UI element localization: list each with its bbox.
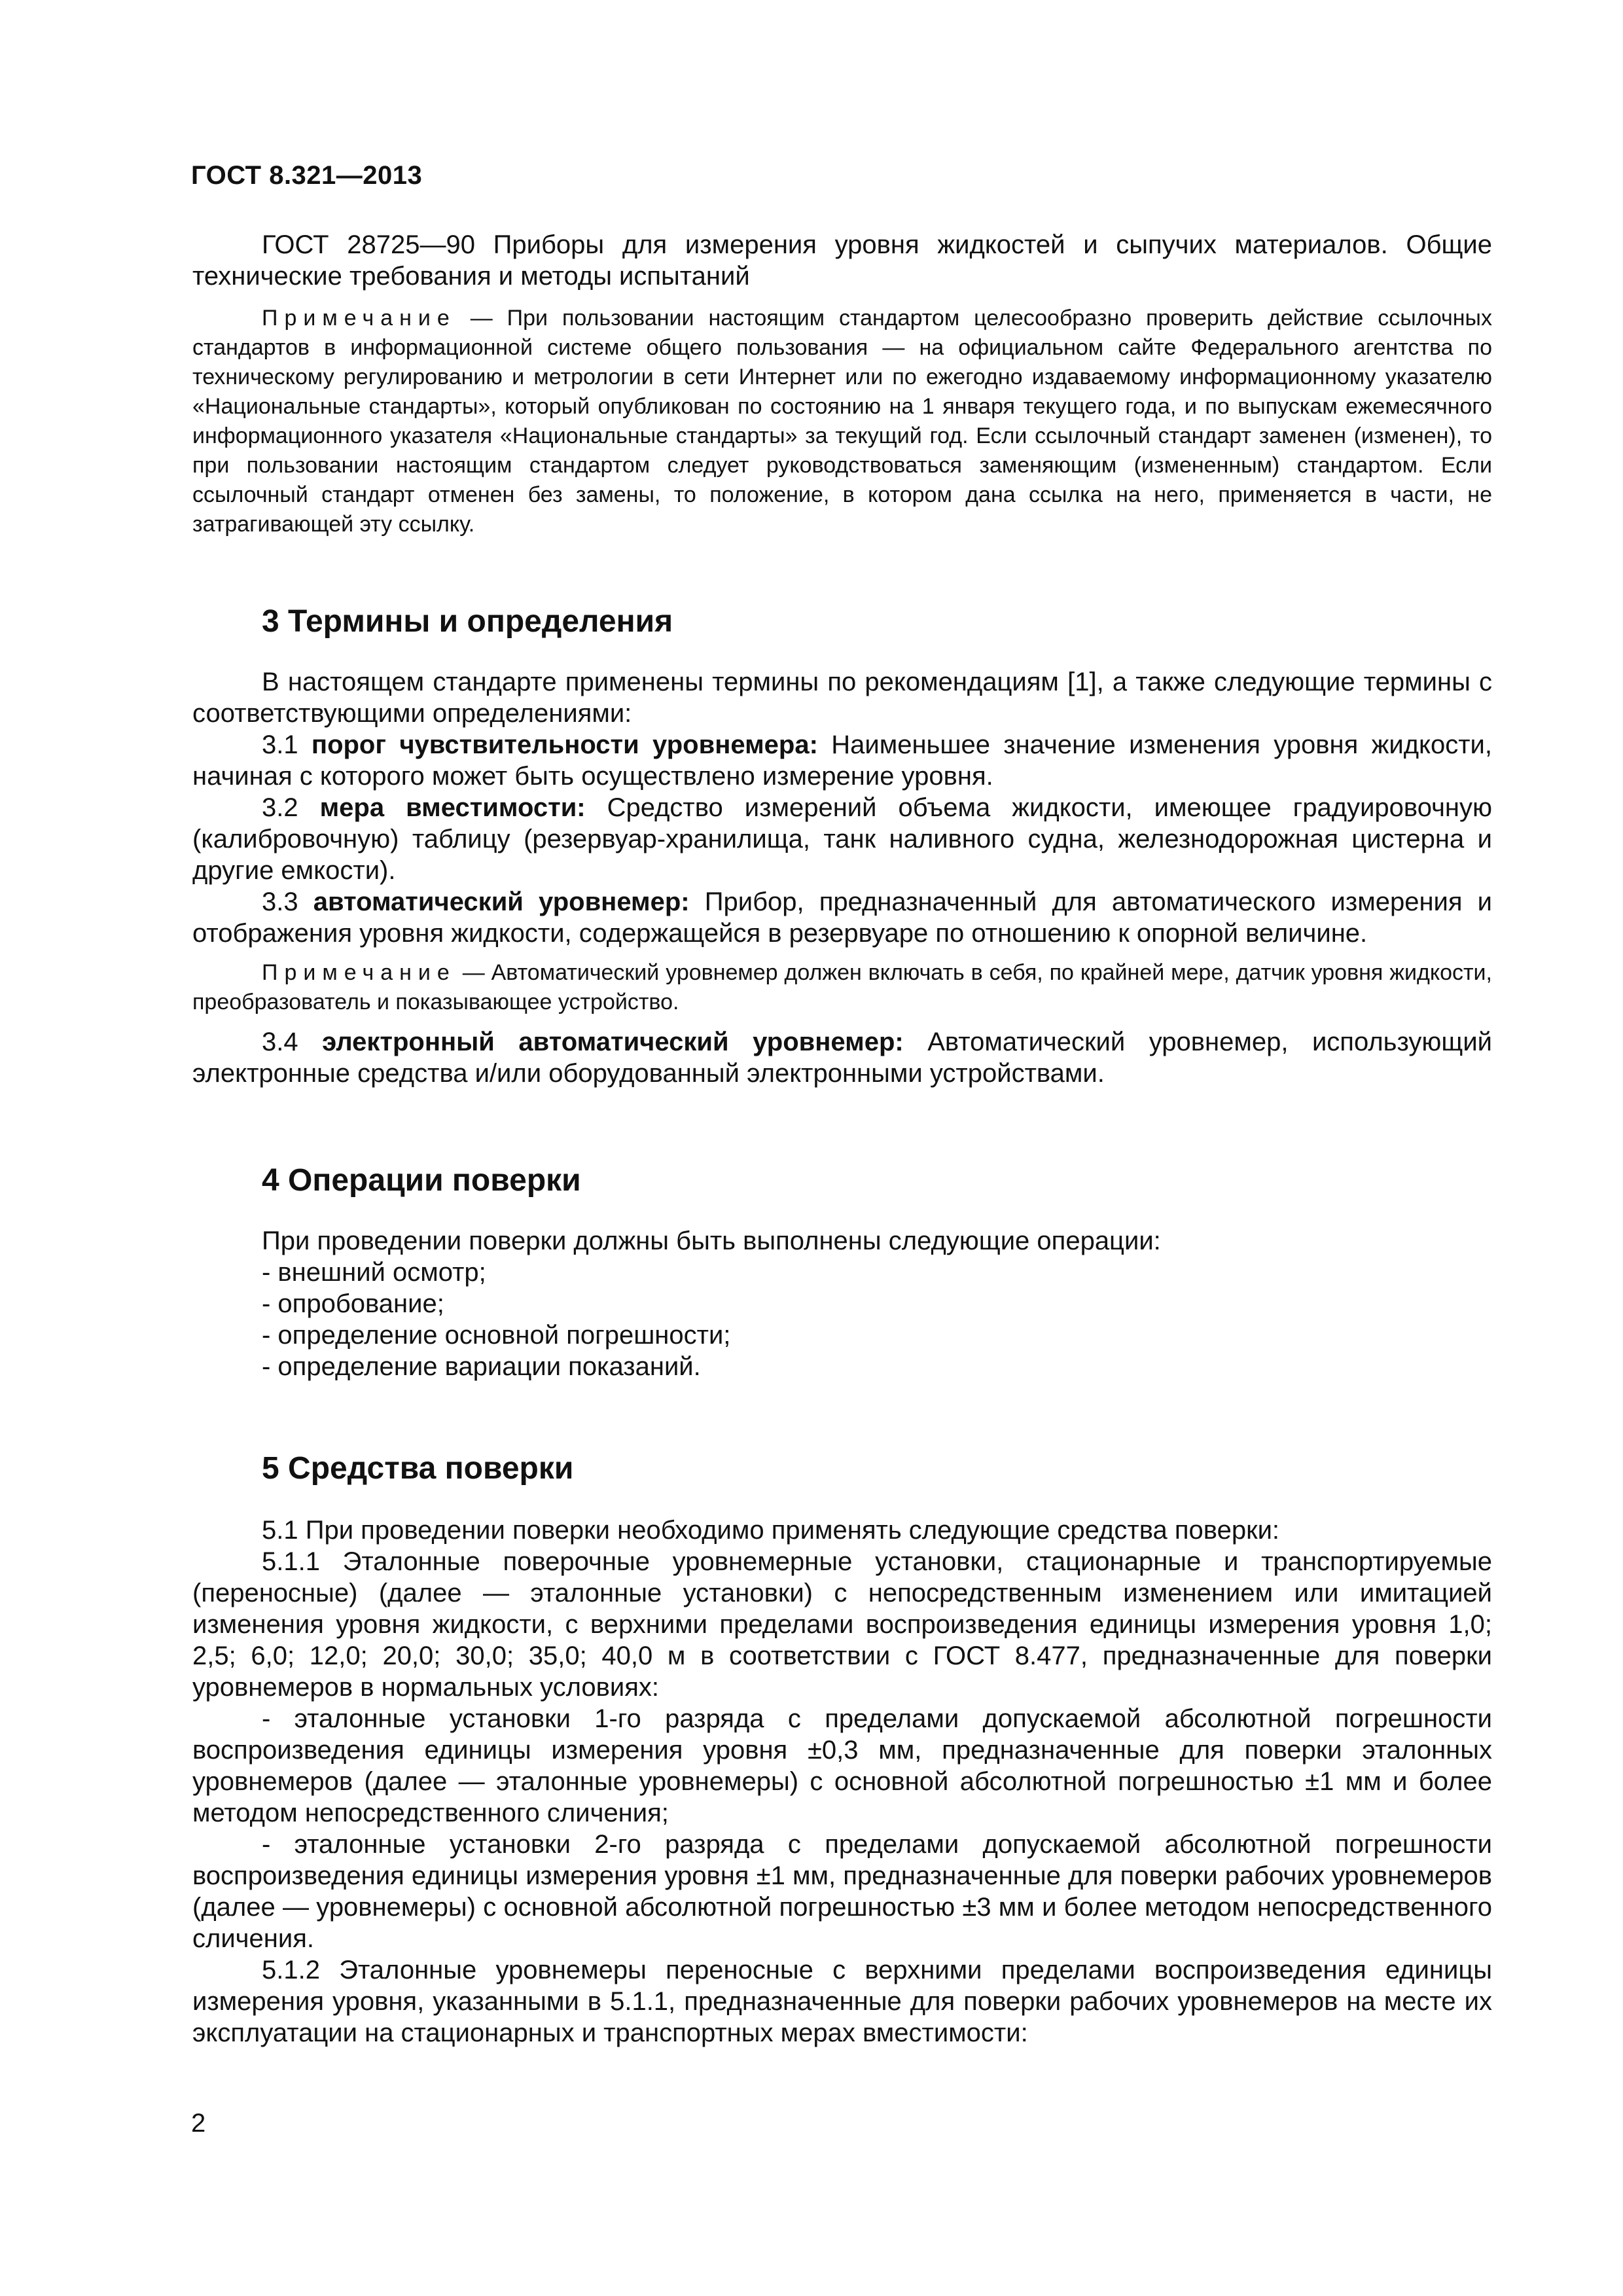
term-number: 3.1 xyxy=(262,730,312,759)
list-item: - внешний осмотр; xyxy=(262,1258,486,1287)
section-5-body xyxy=(192,1515,1492,2049)
references-block xyxy=(192,229,1492,539)
section-3-intro: В настоящем стандарте применены термины по рекомендациям [1], а также следующие термины с соответствующими определениями: xyxy=(192,668,1492,728)
document-header: ГОСТ 8.321—2013 xyxy=(191,161,423,190)
term-name: порог чувствительности уровнемера: xyxy=(311,730,818,759)
list-item: - определение основной погрешности; xyxy=(262,1321,731,1350)
term-name: автоматический уровнемер: xyxy=(313,888,690,916)
term-name: электронный автоматический уровнемер: xyxy=(322,1028,904,1056)
term-definition: Прибор, предназначенный для автоматического измерения и отображения уровня жидкости, содержащейся в резервуаре по отношению к опорной величине. xyxy=(192,888,1492,948)
page-number: 2 xyxy=(191,2109,206,2138)
section-4-intro: При проведении поверки должны быть выполнены следующие операции: xyxy=(262,1227,1161,1255)
note-label: Примечание xyxy=(262,306,456,331)
section-4-title: 4 Операции поверки xyxy=(262,1163,581,1198)
section-3-title: 3 Термины и определения xyxy=(262,604,673,639)
term-definition: Средство измерений объема жидкости, имеющее градуировочную (калибровочную) таблицу (резервуар-хранилища, танк наливного судна, железнодорожная цистерна и другие емкости). xyxy=(192,793,1493,885)
paragraph-5-1-2: 5.1.2 Эталонные уровнемеры переносные с верхними пределами воспроизведения единицы измерения уровня, указанными в 5.1.1, предназначенные для поверки рабочих уровнемеров на месте их эксплуатации на стационарных и транспортных мерах вместимости: xyxy=(192,1956,1492,2047)
bullet-second-grade: - эталонные установки 2-го разряда с пределами допускаемой абсолютной погрешности воспроизведения единицы измерения уровня ±1 мм, предназначенные для поверки рабочих уровнемеров (далее — уровнемеры) с основной абсолютной погрешностью ±3 мм и более методом непосредственного сличения. xyxy=(192,1830,1492,1953)
term-3-4 xyxy=(192,1026,1492,1089)
term-definition: Автоматический уровнемер, использующий электронные средства и/или оборудованный электронными устройствами. xyxy=(192,1028,1492,1088)
section-3-note xyxy=(192,958,1492,1017)
reference-gost-28725: ГОСТ 28725—90 Приборы для измерения уровня жидкостей и сыпучих материалов. Общие технические требования и методы испытаний xyxy=(192,230,1492,291)
section-3-body xyxy=(192,666,1492,1089)
section-5-title: 5 Средства поверки xyxy=(262,1451,574,1486)
section-4-body xyxy=(192,1225,1492,1382)
note-text: — Автоматический уровнемер должен включать в себя, по крайней мере, датчик уровня жидкости, преобразователь и показывающее устройство. xyxy=(192,960,1492,1014)
term-3-1 xyxy=(192,729,1492,792)
term-name: мера вместимости: xyxy=(319,793,586,822)
term-3-2 xyxy=(192,792,1492,886)
term-number: 3.2 xyxy=(262,793,320,822)
references-note xyxy=(192,304,1492,539)
note-text: — При пользовании настоящим стандартом целесообразно проверить действие ссылочных стандартов в информационной системе общего пользования — на официальном сайте Федерального агентства по техническому регулированию и метрологии в сети Интернет или по ежегодно издаваемому информационному указателю «Национальные стандарты», который опубликован по состоянию на 1 января текущего года, и по выпускам ежемесячного информационного указателя «Национальные стандарты» за текущий год. Если ссылочный стандарт заменен (изменен), то при пользовании настоящим стандартом следует руководствоваться заменяющим (измененным) стандартом. Если ссылочный стандарт отменен без замены, то положение, в котором дана ссылка на него, применяется в части, не затрагивающей эту ссылку. xyxy=(192,306,1492,537)
term-number: 3.4 xyxy=(262,1028,323,1056)
list-item: - опробование; xyxy=(262,1289,444,1318)
term-number: 3.3 xyxy=(262,888,313,916)
term-3-3 xyxy=(192,886,1492,949)
paragraph-5-1: 5.1 При проведении поверки необходимо применять следующие средства поверки: xyxy=(262,1516,1280,1545)
term-definition: Наименьшее значение изменения уровня жидкости, начиная с которого может быть осуществлено измерение уровня. xyxy=(192,730,1492,791)
note-label: Примечание xyxy=(262,960,456,985)
paragraph-5-1-1: 5.1.1 Эталонные поверочные уровнемерные установки, стационарные и транспортируемые (переносные) (далее — эталонные установки) с непосредственным изменением или имитацией изменения уровня жидкости, с верхними пределами воспроизведения единицы измерения уровня 1,0; 2,5; 6,0; 12,0; 20,0; 30,0; 35,0; 40,0 м в соответствии с ГОСТ 8.477, предназначенные для поверки уровнемеров в нормальных условиях: xyxy=(192,1547,1492,1702)
list-item: - определение вариации показаний. xyxy=(262,1352,701,1381)
bullet-first-grade: - эталонные установки 1-го разряда с пределами допускаемой абсолютной погрешности воспроизведения единицы измерения уровня ±0,3 мм, предназначенные для поверки эталонных уровнемеров (далее — эталонные уровнемеры) с основной абсолютной погрешностью ±1 мм и более методом непосредственного сличения; xyxy=(192,1704,1492,1827)
